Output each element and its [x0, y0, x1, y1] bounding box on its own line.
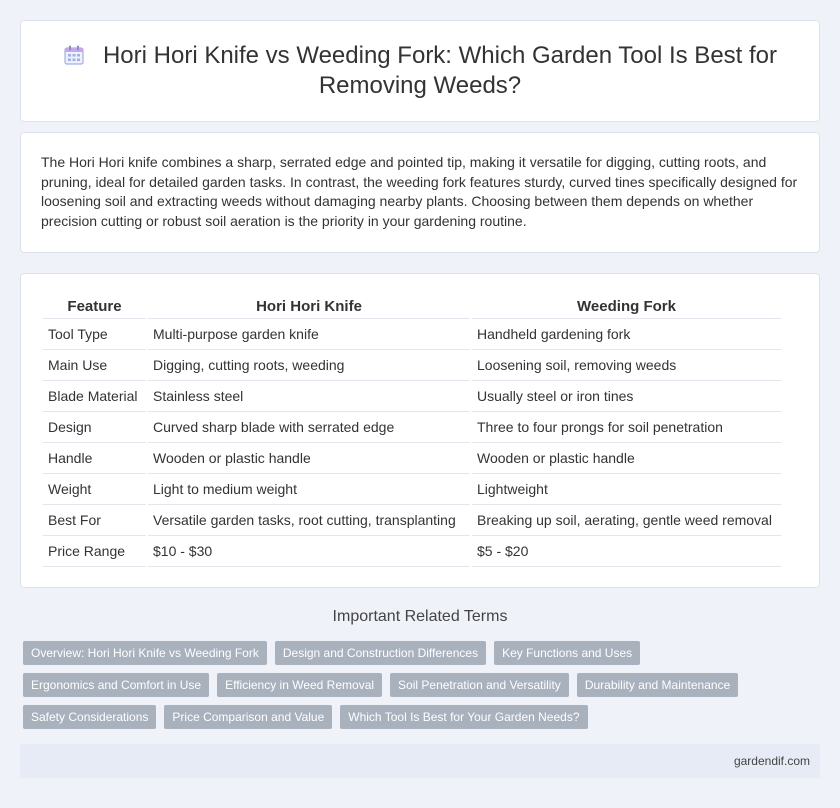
tag-row [23, 641, 823, 665]
table-cell: Curved sharp blade with serrated edge [147, 411, 471, 442]
related-term-tag[interactable]: Efficiency in Weed Removal [217, 673, 382, 697]
calendar-icon [63, 44, 85, 66]
table-cell: Wooden or plastic handle [147, 442, 471, 473]
table-cell: Three to four prongs for soil penetration [471, 411, 781, 442]
table-cell: Wooden or plastic handle [471, 442, 781, 473]
table-row [43, 504, 781, 535]
table-row [43, 318, 781, 349]
intro-paragraph: The Hori Hori knife combines a sharp, serrated edge and pointed tip, making it versatile for digging, cutting roots, and pruning, ideal for detailed garden tasks. In contrast, the weeding fork features sturdy, curved tines specifically designed for loosening soil and extracting weeds without damaging nearby plants. Choosing between them depends on whether precision cutting or robust soil aeration is the priority in your gardening routine. [41, 154, 798, 229]
title-card [20, 20, 820, 122]
related-term-tag[interactable]: Key Functions and Uses [494, 641, 640, 665]
table-header: Feature [43, 296, 147, 318]
related-terms-title: Important Related Terms [332, 608, 508, 625]
table-cell: Handheld gardening fork [471, 318, 781, 349]
table-cell: Stainless steel [147, 380, 471, 411]
related-terms-list [23, 641, 823, 737]
comparison-table [43, 296, 781, 567]
table-cell: Price Range [43, 535, 147, 566]
table-cell: Blade Material [43, 380, 147, 411]
table-cell: Handle [43, 442, 147, 473]
table-row [43, 380, 781, 411]
related-term-tag[interactable]: Durability and Maintenance [577, 673, 738, 697]
related-term-tag[interactable]: Design and Construction Differences [275, 641, 486, 665]
table-row [43, 535, 781, 566]
table-cell: Tool Type [43, 318, 147, 349]
table-row [43, 411, 781, 442]
page-title [61, 41, 779, 101]
table-header: Hori Hori Knife [147, 296, 471, 318]
related-term-tag[interactable]: Price Comparison and Value [164, 705, 332, 729]
table-cell: Breaking up soil, aerating, gentle weed removal [471, 504, 781, 535]
table-cell: $10 - $30 [147, 535, 471, 566]
table-cell: Multi-purpose garden knife [147, 318, 471, 349]
related-term-tag[interactable]: Safety Considerations [23, 705, 156, 729]
tag-row [23, 673, 823, 697]
comparison-card [20, 273, 820, 588]
tag-row [23, 705, 823, 729]
table-row [43, 349, 781, 380]
related-term-tag[interactable]: Overview: Hori Hori Knife vs Weeding Fork [23, 641, 267, 665]
table-cell: Light to medium weight [147, 473, 471, 504]
intro-card [20, 132, 820, 253]
related-term-tag[interactable]: Soil Penetration and Versatility [390, 673, 569, 697]
table-row [43, 473, 781, 504]
table-cell: Usually steel or iron tines [471, 380, 781, 411]
table-cell: Lightweight [471, 473, 781, 504]
table-header-row [43, 296, 781, 318]
table-header: Weeding Fork [471, 296, 781, 318]
table-cell: Digging, cutting roots, weeding [147, 349, 471, 380]
table-cell: Weight [43, 473, 147, 504]
related-term-tag[interactable]: Ergonomics and Comfort in Use [23, 673, 209, 697]
footer [20, 744, 820, 778]
page-title-text: Hori Hori Knife vs Weeding Fork: Which Garden Tool Is Best for Removing Weeds? [102, 42, 778, 99]
table-cell: Versatile garden tasks, root cutting, transplanting [147, 504, 471, 535]
table-cell: Loosening soil, removing weeds [471, 349, 781, 380]
table-row [43, 442, 781, 473]
table-cell: Best For [43, 504, 147, 535]
table-cell: $5 - $20 [471, 535, 781, 566]
related-term-tag[interactable]: Which Tool Is Best for Your Garden Needs? [340, 705, 587, 729]
table-cell: Main Use [43, 349, 147, 380]
table-cell: Design [43, 411, 147, 442]
footer-site-name: gardendif.com [733, 754, 810, 768]
